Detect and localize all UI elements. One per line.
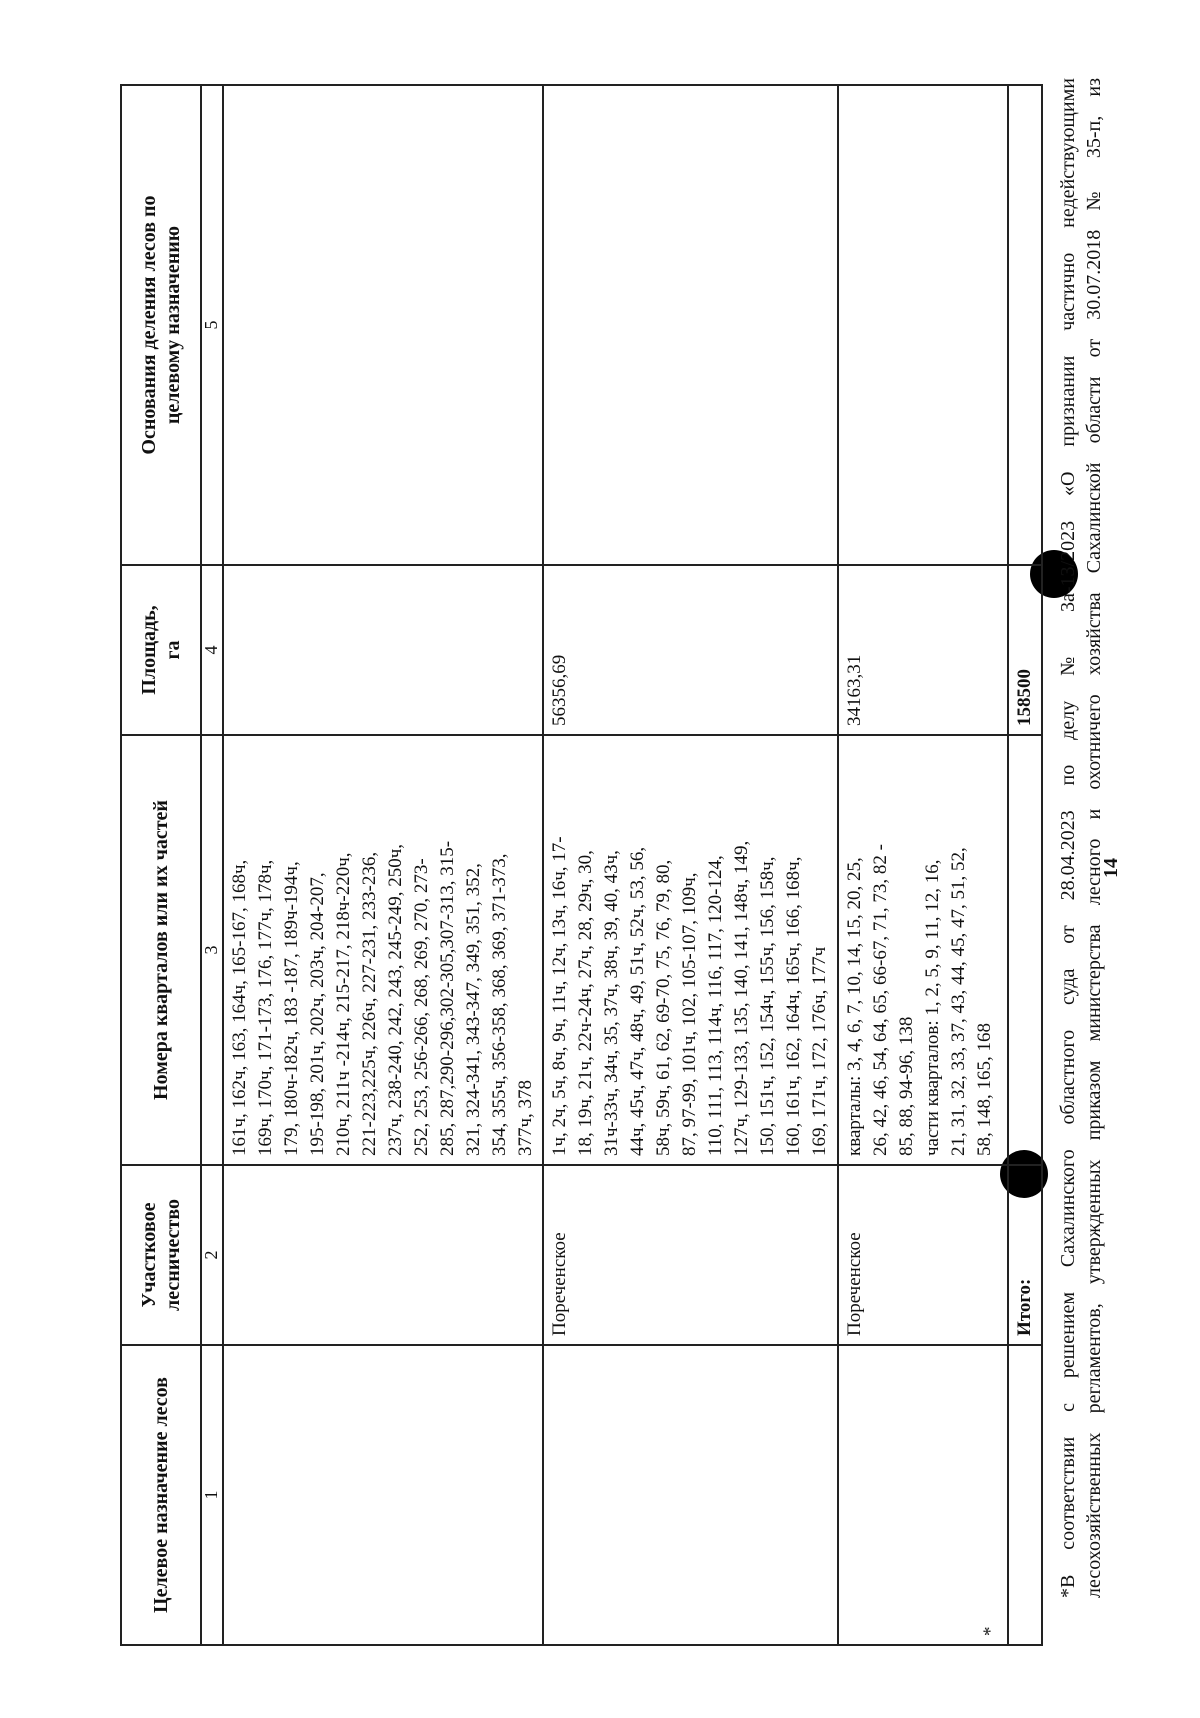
quarters-line: 18, 19ч, 21ч, 22ч-24ч, 27ч, 28, 29ч, 30, [575,850,596,1156]
total-value: 158500 [1008,565,1042,735]
quarters-line: 21, 31, 32, 33, 37, 43, 44, 45, 47, 51, 52, [948,847,969,1156]
header-basis: Основания деления лесов по целевому назначению [121,85,201,565]
page-number: 14 [1100,858,1122,878]
quarters-line: части кварталов: 1, 2, 5, 9, 11, 12, 16, [922,859,943,1156]
quarters-line: 58, 148, 165, 168 [974,1023,995,1156]
total-quarters-cell [1008,735,1042,1165]
table-row [838,85,1008,1645]
basis-cell [838,85,1008,565]
quarters-cell [838,735,1008,1165]
quarters-line: 321, 324-341, 343-347, 349, 351, 352, [463,863,484,1156]
table-row [223,85,543,1645]
quarters-line: 85, 88, 94-96, 138 [896,1016,917,1156]
footnote [1055,78,1107,1598]
quarters-line: 87, 97-99, 101ч, 102, 105-107, 109ч, [679,872,700,1156]
column-number: 4 [201,565,223,735]
quarters-line: 195-198, 201ч, 202ч, 203ч, 204-207, [307,872,328,1156]
area-cell: 56356,69 [543,565,838,735]
quarters-line: 179, 180ч-182ч, 183 -187, 189ч-194ч, [281,861,302,1156]
footnote-line: лесохозяйственных регламентов, утвержденных приказом министерства лесного и охотничего хозяйства Сахалинской области от 30.07.2018 № 35-п, из [1083,78,1105,1598]
quarters-line: 169ч, 170ч, 171-173, 176, 177ч, 178ч, [255,859,276,1156]
column-number: 3 [201,735,223,1165]
header-quarters: Номера кварталов или их частей [121,735,201,1165]
quarters-line: 58ч, 59ч, 61, 62, 69-70, 75, 76, 79, 80, [653,859,674,1156]
purpose-cell [543,1345,838,1645]
quarters-line: кварталы: 3, 4, 6, 7, 10, 14, 15, 20, 25, [844,857,865,1156]
quarters-line: 377ч, 378 [515,1079,536,1156]
forestry-cell: Пореченское [543,1165,838,1345]
total-empty-cell [1008,1345,1042,1645]
quarters-line: 150, 151ч, 152, 154ч, 155ч, 156, 158ч, [757,856,778,1156]
total-row [1008,85,1042,1645]
column-number: 1 [201,1345,223,1645]
quarters-line: 221-223,225ч, 226ч, 227-231, 233-236, [359,851,380,1156]
quarters-line: 161ч, 162ч, 163, 164ч, 165-167, 168ч, [229,859,250,1156]
quarters-line: 127ч, 129-133, 135, 140, 141, 148ч, 149, [731,840,752,1156]
quarters-cell [223,735,543,1165]
quarters-line: 354, 355ч, 356-358, 368, 369, 371-373, [489,853,510,1156]
quarters-line: 252, 253, 256-266, 268, 269, 270, 273- [411,858,432,1156]
forestry-cell [223,1165,543,1345]
basis-cell [543,85,838,565]
quarters-line: 160, 161ч, 162, 164ч, 165ч, 166, 168ч, [783,856,804,1156]
quarters-line: 110, 111, 113, 114ч, 116, 117, 120-124, [705,855,726,1156]
area-cell [223,565,543,735]
table-row [543,85,838,1645]
area-cell: 34163,31 [838,565,1008,735]
column-number: 2 [201,1165,223,1345]
quarters-line: 26, 42, 46, 54, 64, 65, 66-67, 71, 73, 82 - [870,844,891,1156]
quarters-cell [543,735,838,1165]
total-basis-cell [1008,85,1042,565]
total-label: Итого: [1008,1165,1042,1345]
quarters-line: 1ч, 2ч, 5ч, 8ч, 9ч, 11ч, 12ч, 13ч, 16ч, 17- [549,836,570,1156]
quarters-line: 169, 171ч, 172, 176ч, 177ч [809,946,830,1156]
header-purpose: Целевое назначение лесов [121,1345,201,1645]
purpose-cell [223,1345,543,1645]
forest-purpose-table [120,84,1043,1646]
quarters-line: 285, 287,290-296,302-305,307-313, 315- [437,840,458,1156]
column-number: 5 [201,85,223,565]
header-forestry: Участковое лесничество [121,1165,201,1345]
purpose-cell: * [838,1345,1008,1645]
forestry-cell: Пореченское [838,1165,1008,1345]
header-area: Площадь, га [121,565,201,735]
basis-cell [223,85,543,565]
quarters-line: 44ч, 45ч, 47ч, 48ч, 49, 51ч, 52ч, 53, 56, [627,846,648,1156]
quarters-line: 31ч-33ч, 34ч, 35, 37ч, 38ч, 39, 40, 43ч, [601,850,622,1156]
quarters-line: 210ч, 211ч -214ч, 215-217, 218ч-220ч, [333,852,354,1156]
column-number-row [201,85,223,1645]
quarters-line: 237ч, 238-240, 242, 243, 245-249, 250ч, [385,843,406,1156]
table-header-row [121,85,201,1645]
footnote-line: *В соответствии с решением Сахалинского областного суда от 28.04.2023 по делу № 3а-13/2023 «О признании частично недействующими [1057,78,1079,1598]
